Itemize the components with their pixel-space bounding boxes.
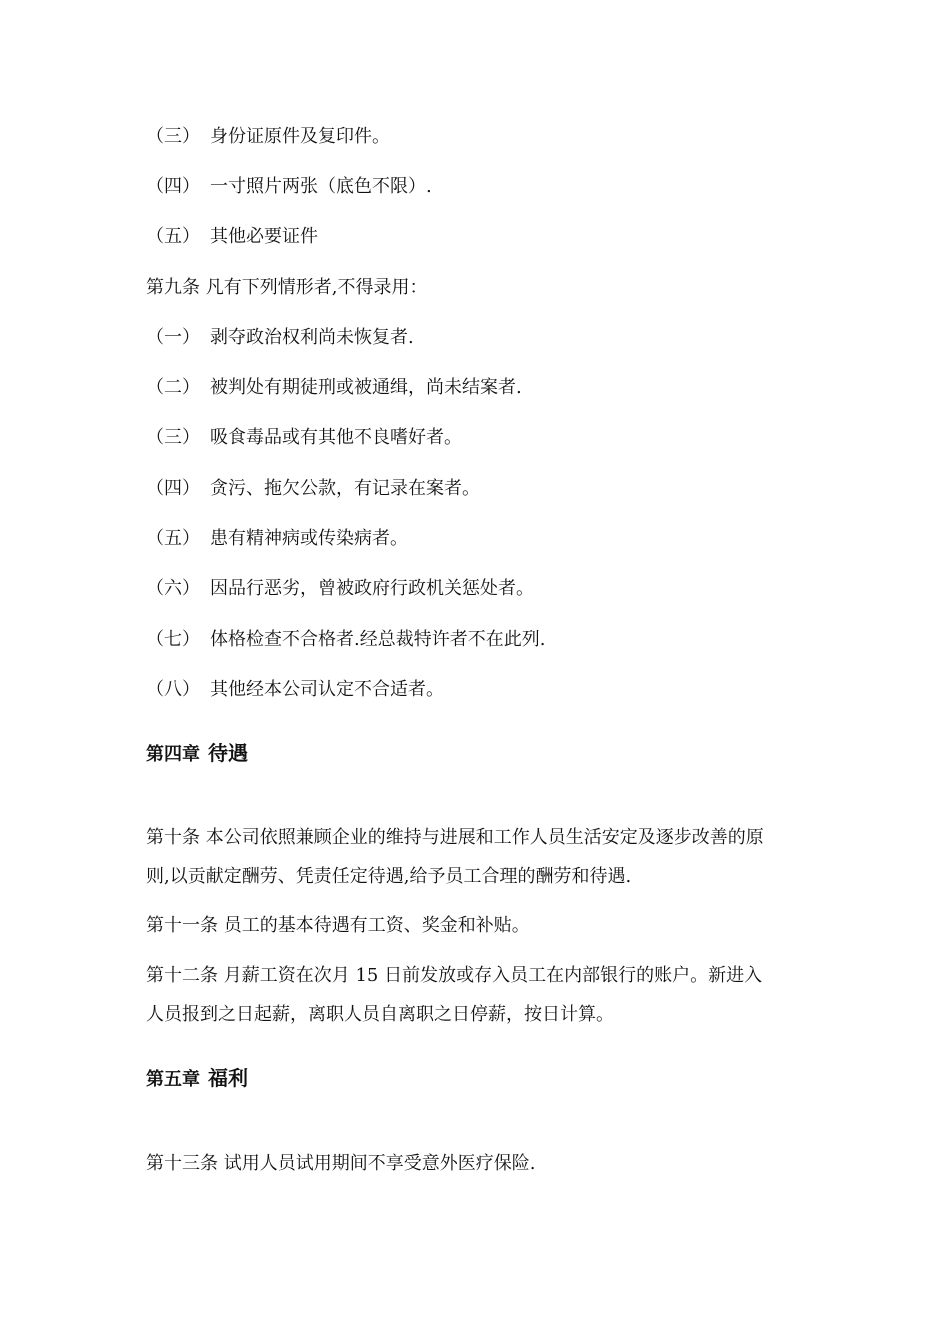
article-12-line-2: 人员报到之日起薪，离职人员自离职之日停薪，按日计算。 (146, 1004, 614, 1025)
article-10-line-2: 则,以贡献定酬劳、凭责任定待遇,给予员工合理的酬劳和待遇. (146, 866, 632, 887)
list-item (146, 678, 816, 702)
list-item (146, 426, 816, 450)
list-item (146, 125, 816, 149)
list-item-text: 吸食毒品或有其他不良嗜好者。 (210, 427, 462, 448)
chapter-5-heading (146, 1065, 248, 1093)
list-item-number: （八） (146, 679, 200, 700)
list-item-number: （二） (146, 377, 200, 398)
list-item-number: （一） (146, 327, 200, 348)
chapter-title: 待遇 (208, 741, 248, 765)
list-item-text: 身份证原件及复印件。 (210, 126, 390, 147)
article-12-line-1: 第十二条 月薪工资在次月 15 日前发放或存入员工在内部银行的账户。新进入 (146, 965, 763, 986)
list-item-text: 体格检查不合格者.经总裁特许者不在此列. (210, 629, 546, 650)
article-9: 第九条 凡有下列情形者,不得录用： (146, 277, 428, 298)
list-item-text: 被判处有期徒刑或被通缉，尚未结案者. (210, 377, 522, 398)
list-item-text: 贪污、拖欠公款，有记录在案者。 (210, 478, 480, 499)
article-13: 第十三条 试用人员试用期间不享受意外医疗保险. (146, 1153, 536, 1174)
chapter-number: 第五章 (146, 1069, 200, 1090)
list-item (146, 376, 816, 400)
list-item-text: 其他经本公司认定不合适者。 (210, 679, 444, 700)
list-item (146, 326, 816, 350)
list-item (146, 175, 816, 199)
list-item (146, 577, 816, 601)
list-item-number: （三） (146, 126, 200, 147)
article-11: 第十一条 员工的基本待遇有工资、奖金和补贴。 (146, 915, 530, 936)
list-item-number: （四） (146, 478, 200, 499)
list-item-number: （六） (146, 578, 200, 599)
list-item-text: 一寸照片两张（底色不限）. (210, 176, 432, 197)
chapter-4-heading (146, 740, 248, 768)
list-item-text: 患有精神病或传染病者。 (210, 528, 408, 549)
list-item-text: 因品行恶劣，曾被政府行政机关惩处者。 (210, 578, 534, 599)
chapter-title: 福利 (208, 1066, 248, 1090)
list-item (146, 225, 816, 249)
list-item-number: （三） (146, 427, 200, 448)
list-item-text: 其他必要证件 (210, 226, 318, 247)
chapter-number: 第四章 (146, 744, 200, 765)
list-item-number: （四） (146, 176, 200, 197)
article-10-line-1: 第十条 本公司依照兼顾企业的维持与进展和工作人员生活安定及逐步改善的原 (146, 827, 764, 848)
list-item-number: （七） (146, 629, 200, 650)
list-item (146, 527, 816, 551)
list-item-number: （五） (146, 528, 200, 549)
list-item (146, 477, 816, 501)
list-item-text: 剥夺政治权利尚未恢复者. (210, 327, 414, 348)
list-item-number: （五） (146, 226, 200, 247)
list-item (146, 628, 816, 652)
